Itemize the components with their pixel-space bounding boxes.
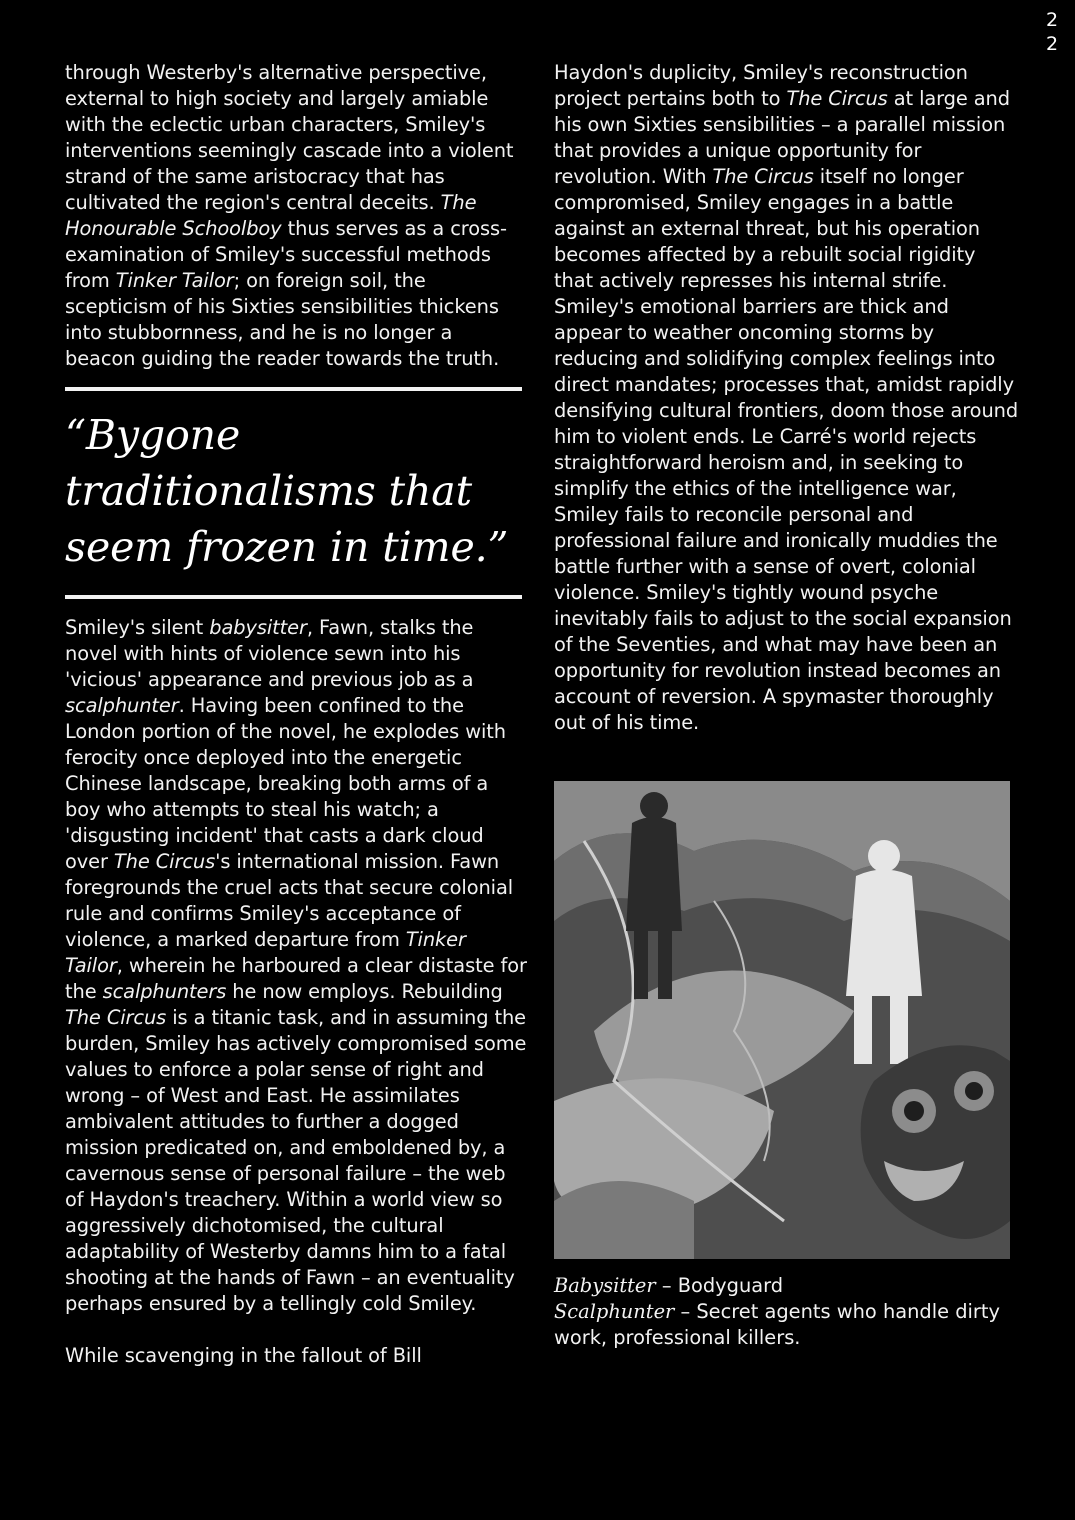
glossary xyxy=(554,1273,1014,1351)
body-paragraph: Haydon's duplicity, Smiley's reconstruction project pertains both to The Circus at large and his own Sixties sensibilities – a parallel mission that provides a unique opportunity for revolution. With The Circus itself no longer compromised, Smiley engages in a battle against an external threat, but his operation becomes affected by a rebuilt social rigidity that actively represses his internal strife. Smiley's emotional barriers are thick and appear to weather oncoming storms by reducing and solidifying complex feelings into direct mandates; processes that, amidst rapidly densifying cultural frontiers, doom those around him to violent ends. Le Carré's world rejects straightforward heroism and, in seeking to simplify the ethics of the intelligence war, Smiley fails to reconcile personal and professional failure and ironically muddies the battle further with a sense of overt, colonial violence. Smiley's tightly wound psyche inevitably fails to adjust to the social expansion of the Seventies, and what may have been an opportunity for revolution instead becomes an account of reversion. A spymaster thoroughly out of his time. xyxy=(554,61,1019,734)
body-paragraph: through Westerby's alternative perspective, external to high society and largely amiable with the eclectic urban characters, Smiley's interventions seemingly cascade into a violent strand of the same aristocracy that has cultivated the region's central deceits. The Honourable Schoolboy thus serves as a cross-examination of Smiley's successful methods from Tinker Tailor; on foreign soil, the scepticism of his Sixties sensibilities thickens into stubbornness, and he is no longer a beacon guiding the reader towards the truth. xyxy=(65,61,514,370)
dragon-illustration xyxy=(554,781,1010,1259)
glossary-item: Babysitter – Bodyguard xyxy=(554,1274,784,1297)
left-column xyxy=(65,60,527,1369)
body-paragraph: Smiley's silent babysitter, Fawn, stalks the novel with hints of violence sewn into his 'vicious' appearance and previous job as a scalphunter. Having been confined to the London portion of the novel, he explodes with ferocity once deployed into the energetic Chinese landscape, breaking both arms of a boy who attempts to steal his watch; a 'disgusting incident' that casts a dark cloud over The Circus's international mission. Fawn foregrounds the cruel acts that secure colonial rule and confirms Smiley's acceptance of violence, a marked departure from Tinker Tailor, wherein he harboured a clear distaste for the scalphunters he now employs. Rebuilding The Circus is a titanic task, and in assuming the burden, Smiley has actively compromised some values to enforce a polar sense of right and wrong – of West and East. He assimilates ambivalent attitudes to further a dogged mission predicated on, and emboldened by, a cavernous sense of personal failure – the web of Haydon's treachery. Within a world view so aggressively dichotomised, the cultural adaptability of Westerby damns him to a fatal shooting at the hands of Fawn – an eventuality perhaps ensured by a tellingly cold Smiley. xyxy=(65,616,527,1315)
glossary-item: Scalphunter – Secret agents who handle dirty work, professional killers. xyxy=(554,1300,1000,1349)
quote-top-rule xyxy=(65,387,522,391)
right-column xyxy=(554,60,1019,736)
pull-quote: “Bygone traditionalisms that seem frozen in time.” xyxy=(65,411,509,571)
page-number: 2 2 xyxy=(1045,9,1059,55)
body-paragraph: While scavenging in the fallout of Bill xyxy=(65,1344,422,1367)
quote-bottom-rule xyxy=(65,595,522,599)
